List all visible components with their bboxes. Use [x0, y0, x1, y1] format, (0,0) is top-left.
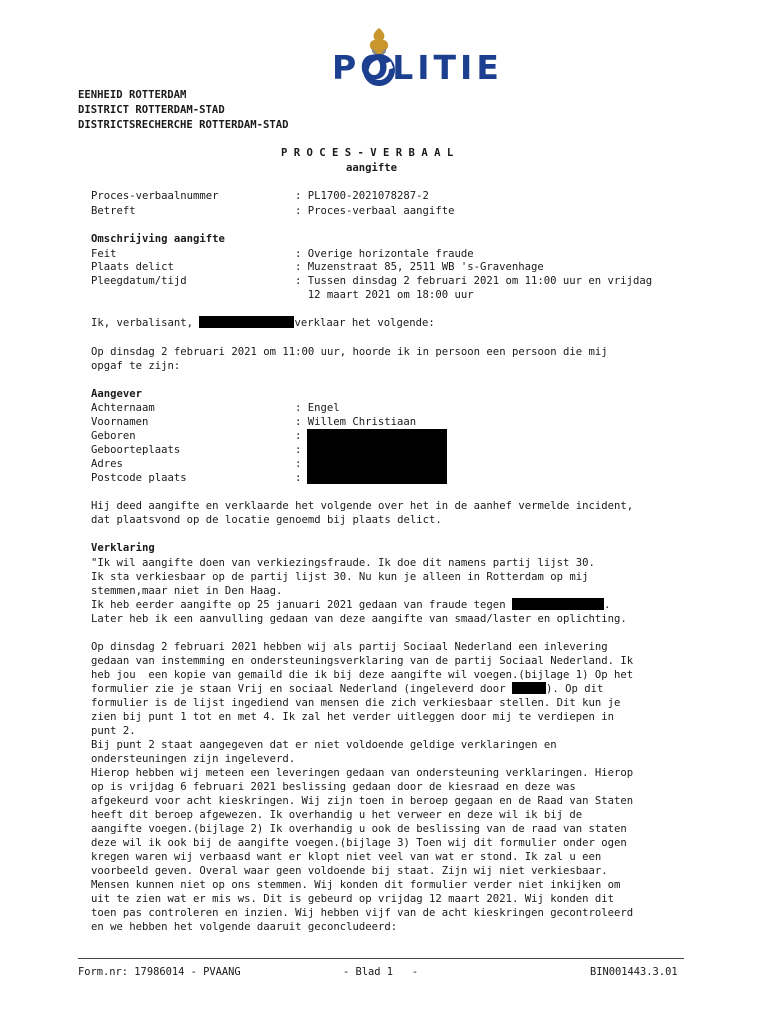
body-line-20: toen pas controleren en inzien. Wij hebben vijf van de acht kieskringen gecontroleerd: [91, 907, 634, 919]
body-line-11: op is vrijdag 6 februari 2021 beslissing gedaan door de kiesraad en deze was: [91, 781, 576, 793]
intro-line-1: Op dinsdag 2 februari 2021 om 11:00 uur, hoorde ik in persoon een persoon die mij: [91, 346, 608, 358]
header-department: DISTRICTSRECHERCHE ROTTERDAM-STAD: [78, 119, 289, 131]
body-line-21: en we hebben het volgende daaruit geconcludeerd:: [91, 921, 398, 933]
achternaam-label: Achternaam: [91, 402, 155, 414]
footer-code: BIN001443.3.01: [590, 966, 678, 978]
body-line-15: deze wil ik ook bij de aangifte voegen.(bijlage 3) Toen wij dit formulier onder ogen: [91, 837, 627, 849]
adres-colon: :: [295, 458, 302, 470]
footer-form-number: Form.nr: 17986014 - PVAANG: [78, 966, 241, 978]
body-line-9: ondersteuningen zijn ingeleverd.: [91, 753, 296, 765]
verklaring-line-4: [91, 598, 610, 612]
body-line-14: aangifte voegen.(bijlage 2) Ik overhandig u ook de beslissing van de raad van staten: [91, 823, 627, 835]
feit-value: : Overige horizontale fraude: [295, 248, 474, 260]
body-line-1: Op dinsdag 2 februari 2021 hebben wij als partij Sociaal Nederland een inlevering: [91, 641, 608, 653]
header-district: DISTRICT ROTTERDAM-STAD: [78, 104, 225, 116]
achternaam-value: : Engel: [295, 402, 340, 414]
plaats-value: : Muzenstraat 85, 2511 WB 's-Gravenhage: [295, 261, 544, 273]
betreft-value: : Proces-verbaal aangifte: [295, 205, 455, 217]
body-line-4a: formulier zie je staan Vrij en sociaal Nederland (ingeleverd door: [91, 683, 512, 695]
body-line-8: Bij punt 2 staat aangegeven dat er niet voldoende geldige verklaringen en: [91, 739, 557, 751]
postcode-label: Postcode plaats: [91, 472, 187, 484]
aangifte-line-1: Hij deed aangifte en verklaarde het volgende over het in de aanhef vermelde incident,: [91, 500, 634, 512]
intro-line-2: opgaf te zijn:: [91, 360, 181, 372]
verklaring-line-2: Ik sta verkiesbaar op de partij lijst 30. Nu kun je alleen in Rotterdam op mij: [91, 571, 589, 583]
redacted-personal-details: [307, 429, 447, 484]
geboorteplaats-label: Geboorteplaats: [91, 444, 181, 456]
politie-logo: [332, 26, 532, 86]
feit-label: Feit: [91, 248, 117, 260]
body-line-4: [91, 682, 603, 696]
header-unit: EENHEID ROTTERDAM: [78, 89, 187, 101]
body-line-18: Mensen kunnen niet op ons stemmen. Wij konden dit formulier verder niet inkijken om: [91, 879, 621, 891]
redacted-submitter: [512, 682, 546, 694]
postcode-colon: :: [295, 472, 302, 484]
body-line-3: heb jou een kopie van gemaild die ik bij deze aangifte wil voegen.(bijlage 1) Op het: [91, 669, 634, 681]
geboorteplaats-colon: :: [295, 444, 302, 456]
verklaring-line-5: Later heb ik een aanvulling gedaan van deze aangifte van smaad/laster en oplichting.: [91, 613, 627, 625]
verklaring-line-3: stemmen,maar niet in Den Haag.: [91, 585, 283, 597]
body-line-7: punt 2.: [91, 725, 136, 737]
body-line-2: gedaan van instemming en ondersteuningsverklaring van de partij Sociaal Nederland. Ik: [91, 655, 634, 667]
pleegdatum-value-1: : Tussen dinsdag 2 februari 2021 om 11:00 uur en vrijdag: [295, 275, 653, 287]
document-title: P R O C E S - V E R B A A L: [281, 147, 454, 159]
verbalisant-before: Ik, verbalisant,: [91, 317, 200, 329]
body-line-16: kregen waren wij verbaasd want er klopt niet veel van wat er stond. Ik zal u een: [91, 851, 602, 863]
verbalisant-line: [91, 316, 435, 330]
verklaring-line-4-end: .: [603, 599, 611, 611]
footer-page: - Blad 1 -: [343, 966, 419, 978]
aangever-heading: Aangever: [91, 388, 143, 400]
plaats-label: Plaats delict: [91, 261, 174, 273]
document-subtitle: aangifte: [346, 162, 398, 174]
pleegdatum-value-2: 12 maart 2021 om 18:00 uur: [295, 289, 474, 301]
betreft-label: Betreft: [91, 205, 136, 217]
voornamen-value: : Willem Christiaan: [295, 416, 417, 428]
aangifte-line-2: dat plaatsvond op de locatie genoemd bij plaats delict.: [91, 514, 442, 526]
body-line-17: voorbeeld geven. Overal waar geen voldoende bij staat. Zijn wij niet verkiesbaar.: [91, 865, 608, 877]
body-line-12: afgekeurd voor acht kieskringen. Wij zijn toen in beroep gegaan en de Raad van Staten: [91, 795, 634, 807]
redacted-name: [199, 316, 294, 328]
footer-divider: [78, 958, 684, 959]
logo-text: POLITIE: [332, 48, 503, 87]
verklaring-line-1: "Ik wil aangifte doen van verkiezingsfraude. Ik doe dit namens partij lijst 30.: [91, 557, 595, 569]
voornamen-label: Voornamen: [91, 416, 149, 428]
pv-number-label: Proces-verbaalnummer: [91, 190, 219, 202]
adres-label: Adres: [91, 458, 123, 470]
pv-number-value: : PL1700-2021078287-2: [295, 190, 429, 202]
body-line-13: heeft dit beroep afgewezen. Ik overhandig u het verweer en deze wil ik bij de: [91, 809, 583, 821]
body-line-19: uit te zien wat er mis ws. Dit is gebeurd op vrijdag 12 maart 2021. Wij konden dit: [91, 893, 614, 905]
verklaring-line-4-text: Ik heb eerder aangifte op 25 januari 2021 gedaan van fraude tegen: [91, 599, 512, 611]
geboren-colon: :: [295, 430, 302, 442]
omschrijving-heading: Omschrijving aangifte: [91, 233, 225, 245]
body-line-4b: ). Op dit: [545, 683, 604, 695]
verbalisant-after: verklaar het volgende:: [294, 317, 435, 329]
body-line-10: Hierop hebben wij meteen een leveringen gedaan van ondersteuning verklaringen. Hierop: [91, 767, 634, 779]
body-line-5: formulier is de lijst ingediend van mensen die zich verkiesbaar stellen. Dit kun je: [91, 697, 621, 709]
geboren-label: Geboren: [91, 430, 136, 442]
body-line-6: zien bij punt 1 tot en met 4. Ik zal het verder uitleggen door mij te verdiepen in: [91, 711, 614, 723]
verklaring-heading: Verklaring: [91, 542, 155, 554]
pleegdatum-label: Pleegdatum/tijd: [91, 275, 187, 287]
redacted-accused: [512, 598, 604, 610]
